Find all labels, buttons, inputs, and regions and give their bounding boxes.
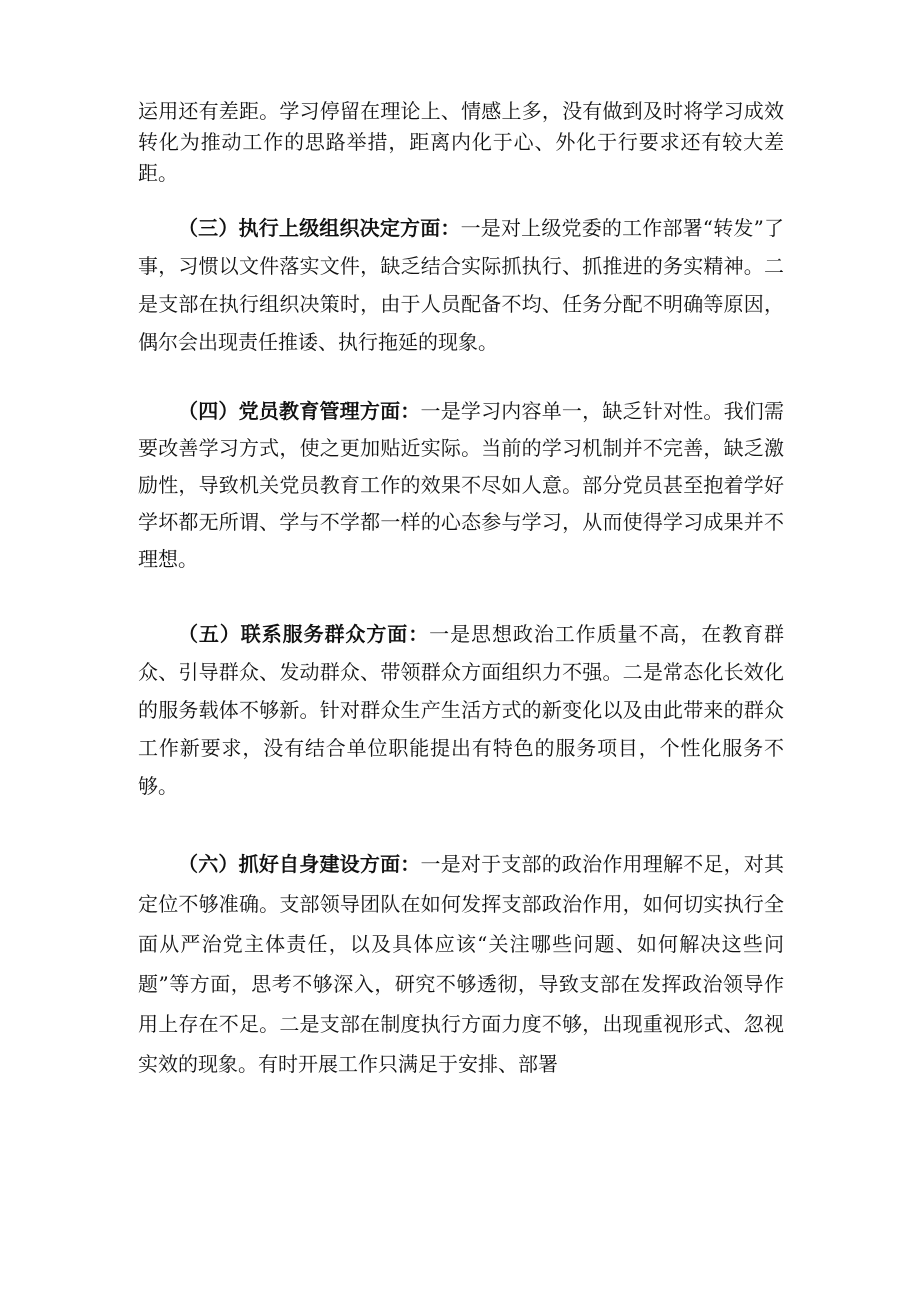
section-self-construction bbox=[138, 844, 784, 1084]
section-party-member-education bbox=[138, 393, 784, 578]
section-body: 一是对于支部的政治作用理解不足，对其定位不够准确。支部领导团队在如何发挥支部政治作用，如何切实执行全面从严治党主体责任，以及具体应该“关注哪些问题、如何解决这些问题”等方面，思考不够深入，研究不够透彻，导致支部在发挥政治领导作用上存在不足。二是支部在制度执行方面力度不够，出现重视形式、忽视实效的现象。有时开展工作只满足于安排、部署 bbox=[138, 852, 785, 1076]
intro-paragraph: 运用还有差距。学习停留在理论上、情感上多，没有做到及时将学习成效转化为推动工作的思路举措，距离内化于心、外化于行要求还有较大差距。 bbox=[138, 99, 784, 185]
section-heading: （四）党员教育管理方面： bbox=[178, 399, 421, 423]
section-body: 一是学习内容单一，缺乏针对性。我们需要改善学习方式，使之更加贴近实际。当前的学习机制并不完善，缺乏激励性，导致机关党员教育工作的效果不尽如人意。部分党员甚至抱着学好学坏都无所谓、学与不学都一样的心态参与学习，从而使得学习成果并不理想。 bbox=[138, 399, 785, 571]
section-heading: （五）联系服务群众方面： bbox=[178, 622, 430, 646]
section-heading: （三）执行上级组织决定方面： bbox=[178, 216, 461, 240]
section-heading: （六）抓好自身建设方面： bbox=[178, 852, 421, 876]
section-serving-the-masses bbox=[138, 615, 784, 805]
document-body bbox=[138, 96, 784, 1084]
section-body: 一是对上级党委的工作部署“转发”了事，习惯以文件落实文件，缺乏结合实际抓执行、抓推进的务实精神。二是支部在执行组织决策时，由于人员配备不均、任务分配不明确等原因，偶尔会出现责任推诿、执行拖延的现象。 bbox=[138, 216, 785, 354]
section-body: 一是思想政治工作质量不高，在教育群众、引导群众、发动群众、带领群众方面组织力不强。二是常态化长效化的服务载体不够新。针对群众生产生活方式的新变化以及由此带来的群众工作新要求，没有结合单位职能提出有特色的服务项目，个性化服务不够。 bbox=[138, 622, 785, 798]
section-execution-of-superior-decisions bbox=[138, 209, 784, 361]
